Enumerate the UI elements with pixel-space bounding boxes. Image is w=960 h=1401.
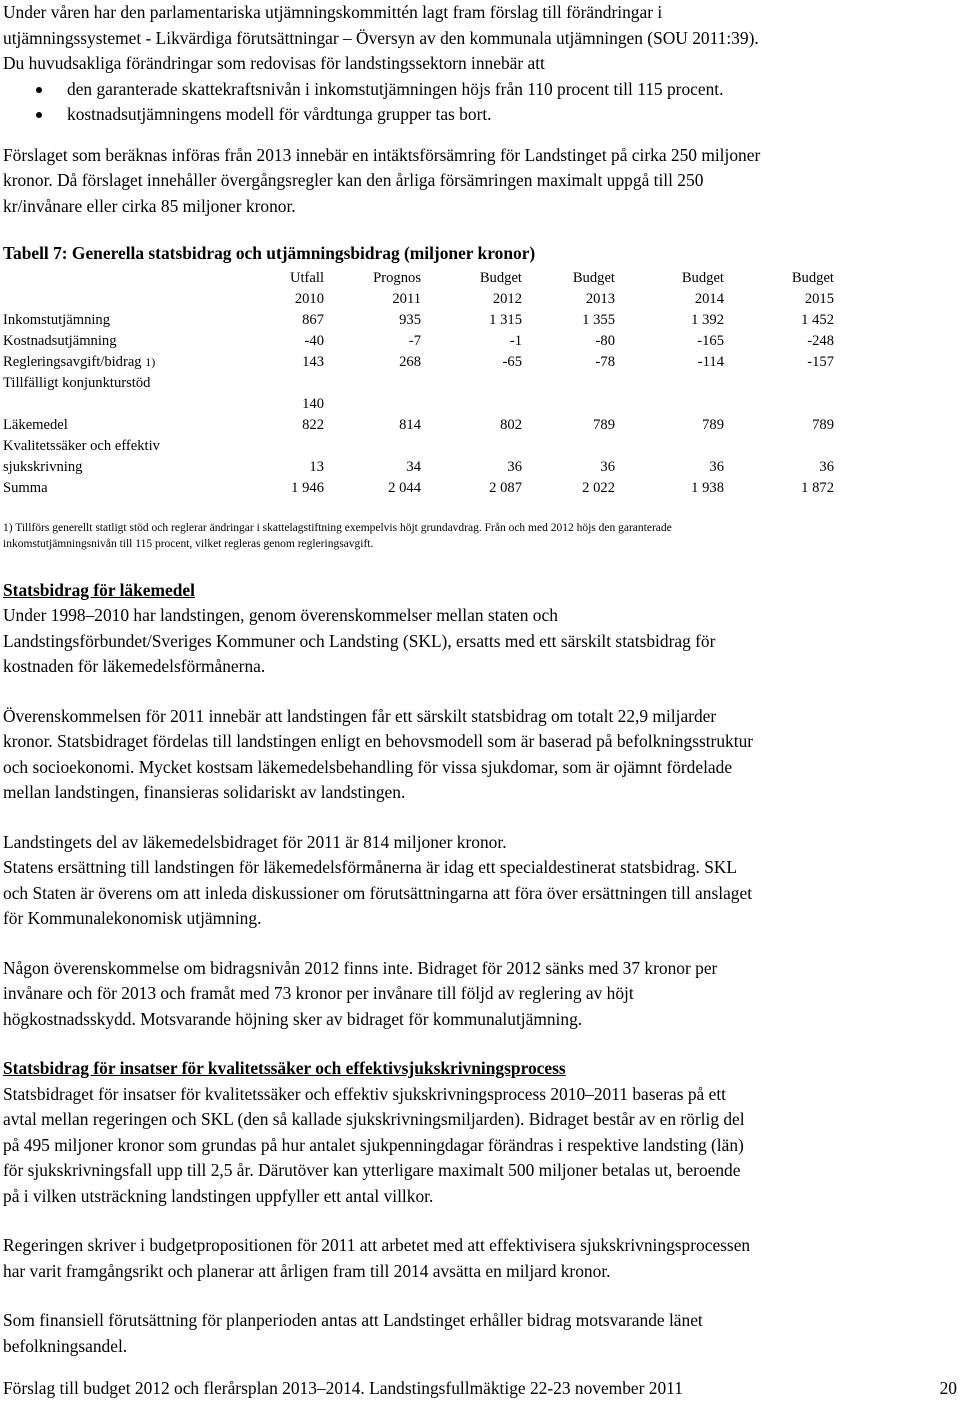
table-cell: 935	[399, 311, 421, 328]
row-label-text: Regleringsavgift/bidrag	[3, 353, 142, 370]
table-cell: 2 087	[489, 479, 522, 496]
row-label: Tillfälligt konjunkturstöd	[3, 374, 151, 391]
table-cell: 1 392	[691, 311, 724, 328]
table-cell: 789	[593, 416, 615, 433]
table-cell: -40	[304, 332, 324, 349]
col-year: 2013	[585, 290, 615, 307]
table-cell: -65	[502, 353, 522, 370]
paragraph-line: på 495 miljoner kronor som grundas på hur antalet sjukpenningdagar förändras i respektive landsting (län)	[3, 1134, 744, 1155]
table-cell: 1 938	[691, 479, 724, 496]
table-cell: -7	[408, 332, 421, 349]
table-cell: 867	[302, 311, 324, 328]
table-cell: 34	[406, 458, 421, 475]
paragraph-line: befolkningsandel.	[3, 1335, 128, 1356]
paragraph-line: Statens ersättning till landstingen för läkemedelsförmånerna är idag ett specialdestinerat statsbidrag. SKL	[3, 857, 738, 877]
table-row	[3, 415, 834, 436]
proposal-line-3: kr/invånare eller cirka 85 miljoner kronor.	[3, 195, 296, 216]
proposal-line-2: kronor. Då förslaget innehåller övergångsregler kan den årliga försämringen maximalt uppgå till 250	[3, 170, 704, 190]
table-header-row	[3, 268, 834, 289]
intro-bullet-list	[3, 77, 957, 128]
paragraph-line: Överenskommelsen för 2011 innebär att landstingen får ett särskilt statsbidrag om totalt 22,9 miljarder	[3, 705, 717, 726]
bullet-text: kostnadsutjämningens modell för vårdtunga grupper tas bort.	[67, 104, 492, 124]
table-footnote-line-1: 1) Tillförs generellt statligt stöd och reglerar ändringar i skattelagstiftning exempelvis höjt grundavdrag. Från och med 2012 höjs den garanterade	[3, 521, 672, 534]
intro-line-1: Under våren har den parlamentariska utjämningskommittén lagt fram förslag till förändringar i	[3, 2, 663, 22]
budget-table	[3, 268, 834, 499]
col-year: 2010	[294, 290, 324, 307]
table-footnote-line-2: inkomstutjämningsnivån till 115 procent, vilket regleras genom regleringsavgift.	[3, 537, 374, 550]
paragraph-line: Statsbidraget för insatser för kvalitetssäker och effektiv sjukskrivningsprocess 2010–2011 baseras på ett	[3, 1083, 726, 1104]
table-header-row	[3, 289, 834, 310]
bullet-item	[3, 102, 957, 128]
table-cell: 36	[600, 458, 615, 475]
table-cell: 1 355	[582, 311, 615, 328]
paragraph-line: högkostnadsskydd. Motsvarande höjning sker av bidraget för kommunalutjämning.	[3, 1008, 583, 1029]
table-cell: 814	[399, 416, 421, 433]
paragraph-line: Regeringen skriver i budgetpropositionen för 2011 att arbetet med att effektivisera sjukskrivningsprocessen	[3, 1235, 751, 1255]
col-type: Utfall	[289, 269, 324, 286]
table-cell: 1 315	[489, 311, 522, 328]
intro-line-3: Du huvudsakliga förändringar som redovisas för landstingssektorn innebär att	[3, 53, 545, 73]
intro-line-2: utjämningssystemet - Likvärdiga förutsättningar – Översyn av den kommunala utjämningen (SOU 2011:39).	[3, 27, 759, 48]
row-label: Läkemedel	[3, 416, 68, 433]
col-year: 2014	[694, 290, 724, 307]
paragraph-line: Under 1998–2010 har landstingen, genom överenskommelser mellan staten och	[3, 605, 558, 625]
table-cell: -248	[807, 332, 834, 349]
table-cell: 789	[812, 416, 834, 433]
col-type: Budget	[681, 269, 724, 286]
table-cell: 36	[507, 458, 522, 475]
paragraph-line: Landstingets del av läkemedelsbidraget för 2011 är 814 miljoner kronor.	[3, 831, 507, 852]
paragraph-line: mellan landstingen, finansieras solidariskt av landstingen.	[3, 782, 406, 802]
row-label	[3, 352, 273, 373]
table-title: Tabell 7: Generella statsbidrag och utjämningsbidrag (miljoner kronor)	[3, 243, 536, 263]
col-type: Budget	[572, 269, 615, 286]
table-cell: 802	[500, 416, 522, 433]
col-type: Prognos	[373, 269, 421, 286]
page-footer	[3, 1376, 957, 1400]
table-row	[3, 331, 834, 352]
paragraph-line: Som finansiell förutsättning för planperioden antas att Landstinget erhåller bidrag motsvarande länet	[3, 1310, 703, 1330]
paragraph-line: Någon överenskommelse om bidragsnivån 2012 finns inte. Bidraget för 2012 sänks med 37 kronor per	[3, 957, 718, 978]
paragraph-line: på i vilken utsträckning landstingen uppfyller ett antal villkor.	[3, 1185, 434, 1206]
table-cell: -114	[697, 353, 724, 370]
table-cell: -78	[595, 353, 615, 370]
table-row	[3, 457, 834, 478]
paragraph-line: kronor. Statsbidraget fördelas till landstingen enligt en behovsmodell som är baserad på befolkningsstruktur	[3, 731, 754, 751]
table-cell: 789	[702, 416, 724, 433]
section-heading-lakemedel: Statsbidrag för läkemedel	[3, 579, 195, 600]
table-row	[3, 373, 834, 394]
bullet-icon	[36, 112, 42, 118]
row-label: sjukskrivning	[3, 458, 83, 475]
table-cell: 140	[302, 395, 324, 412]
table-cell: -157	[807, 353, 834, 370]
table-cell: 1 946	[291, 479, 324, 496]
bullet-item	[3, 77, 957, 103]
paragraph-line: för sjukskrivningsfall upp till 2,5 år. Därutöver kan ytterligare maximalt 500 miljoner betalas ut, beroende	[3, 1160, 741, 1180]
table-cell: 1 872	[801, 479, 834, 496]
table-row	[3, 310, 834, 331]
table-cell: 822	[302, 416, 324, 433]
paragraph-line: för Kommunalekonomisk utjämning.	[3, 908, 262, 928]
row-label: Kvalitetssäker och effektiv	[3, 437, 160, 454]
section-heading-sjukskrivning: Statsbidrag för insatser för kvalitetssäker och effektivsjukskrivningsprocess	[3, 1058, 566, 1078]
table-cell: 2 044	[388, 479, 421, 496]
paragraph-line: avtal mellan regeringen och SKL (den så kallade sjukskrivningsmiljarden). Bidraget består av en rörlig del	[3, 1109, 745, 1129]
col-type: Budget	[479, 269, 522, 286]
page-number: 20	[939, 1378, 957, 1398]
table-row	[3, 394, 834, 415]
table-row-total	[3, 478, 834, 499]
footnote-marker: 1)	[145, 354, 156, 369]
table-cell: 36	[709, 458, 724, 475]
table-cell: -165	[697, 332, 724, 349]
table-cell: 2 022	[582, 479, 615, 496]
bullet-icon	[36, 87, 42, 93]
row-label: Kostnadsutjämning	[3, 332, 117, 349]
table-row	[3, 436, 834, 457]
paragraph-line: invånare och för 2013 och framåt med 73 kronor per invånare till följd av reglering av höjt	[3, 983, 634, 1003]
col-type: Budget	[791, 269, 834, 286]
paragraph-line: och socioekonomi. Mycket kostsam läkemedelsbehandling för vissa sjukdomar, som är ojämnt fördelade	[3, 756, 733, 777]
footer-text: Förslag till budget 2012 och flerårsplan 2013–2014. Landstingsfullmäktige 22-23 november 2011	[3, 1378, 683, 1398]
table-cell: 268	[399, 353, 421, 370]
paragraph-line: har varit framgångsrikt och planerar att årligen fram till 2014 avsätta en miljard kronor.	[3, 1260, 611, 1281]
table-cell: -1	[509, 332, 522, 349]
col-year: 2012	[492, 290, 522, 307]
paragraph-line: Landstingsförbundet/Sveriges Kommuner och Landsting (SKL), ersatts med ett särskilt statsbidrag för	[3, 630, 716, 651]
table-cell: -80	[595, 332, 615, 349]
table-cell: 1 452	[801, 311, 834, 328]
row-label: Summa	[3, 479, 48, 496]
proposal-line-1: Förslaget som beräknas införas från 2013 innebär en intäktsförsämring för Landstinget på cirka 250 miljoner	[3, 144, 761, 165]
row-label: Inkomstutjämning	[3, 311, 111, 328]
bullet-text: den garanterade skattekraftsnivån i inkomstutjämningen höjs från 110 procent till 115 procent.	[67, 78, 724, 99]
table-cell: 36	[819, 458, 834, 475]
paragraph-line: och Staten är överens om att inleda diskussioner om förutsättningarna att föra över ersättningen till anslaget	[3, 882, 753, 903]
table-cell: 143	[302, 353, 324, 370]
document-page	[3, 0, 957, 1359]
paragraph-line: kostnaden för läkemedelsförmånerna.	[3, 656, 266, 676]
table-cell: 13	[309, 458, 324, 475]
table-row	[3, 352, 834, 373]
col-year: 2011	[392, 290, 421, 307]
col-year: 2015	[804, 290, 834, 307]
